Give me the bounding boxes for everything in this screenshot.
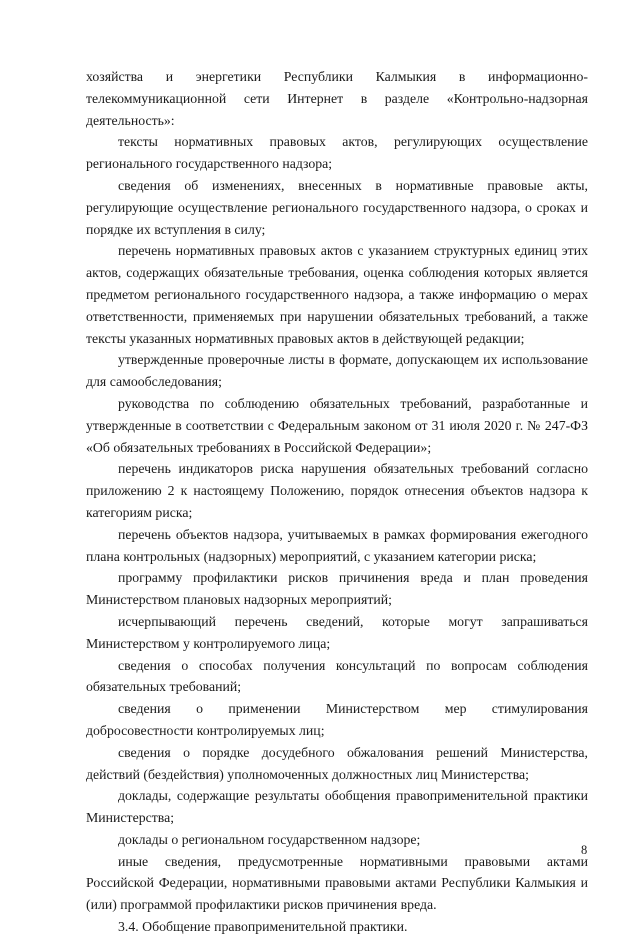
list-item: сведения об изменениях, внесенных в нормативные правовые акты, регулирующие осуществление регионального государственного надзора, о сроках и порядке их вступления в силу;	[86, 177, 588, 237]
list-item: перечень индикаторов риска нарушения обязательных требований согласно приложению 2 к настоящему Положению, порядок отнесения объектов надзора к категориям риска;	[86, 461, 588, 520]
list-item: доклады о региональном государственном надзоре;	[118, 831, 421, 847]
list-item: программу профилактики рисков причинения вреда и план проведения Министерством плановых надзорных мероприятий;	[86, 570, 588, 608]
paragraph-intro: хозяйства и энергетики Республики Калмыкия в информационно-телекоммуникационной сети Интернет в разделе «Контрольно-надзорная деятельность»:	[86, 69, 588, 128]
list-item: иные сведения, предусмотренные нормативными правовыми актами Российской Федерации, нормативными правовыми актами Республики Калмыкия и (или) программой профилактики рисков причинения вреда.	[86, 853, 588, 913]
list-item: сведения о способах получения консультаций по вопросам соблюдения обязательных требований;	[86, 657, 588, 695]
list-item: перечень объектов надзора, учитываемых в рамках формирования ежегодного плана контрольных (надзорных) мероприятий, с указанием категории риска;	[86, 526, 588, 564]
section-heading: 3.4. Обобщение правоприменительной практики.	[118, 919, 408, 935]
list-item: перечень нормативных правовых актов с указанием структурных единиц этих актов, содержащих обязательные требования, оценка соблюдения которых является предметом регионального государственного надзора, а также информацию о мерах ответственности, применяемых при нарушении обязательных требований, а также тексты указанных нормативных правовых актов в действующей редакции;	[86, 243, 588, 346]
list-item: утвержденные проверочные листы в формате, допускающем их использование для самообследования;	[86, 352, 588, 390]
list-item: исчерпывающий перечень сведений, которые могут запрашиваться Министерством у контролируемого лица;	[86, 613, 588, 651]
list-item: руководства по соблюдению обязательных требований, разработанные и утвержденные в соответствии с Федеральным законом от 31 июля 2020 г. № 247-ФЗ «Об обязательных требованиях в Российской Федерации»;	[86, 395, 588, 455]
list-item: тексты нормативных правовых актов, регулирующих осуществление регионального государственного надзора;	[86, 134, 588, 172]
page-number: 8	[581, 843, 588, 857]
document-body	[86, 66, 588, 938]
list-item: сведения о применении Министерством мер стимулирования добросовестности контролируемых лиц;	[86, 701, 588, 738]
list-item: доклады, содержащие результаты обобщения правоприменительной практики Министерства;	[86, 788, 588, 826]
list-item: сведения о порядке досудебного обжалования решений Министерства, действий (бездействия) уполномоченных должностных лиц Министерства;	[86, 744, 588, 782]
